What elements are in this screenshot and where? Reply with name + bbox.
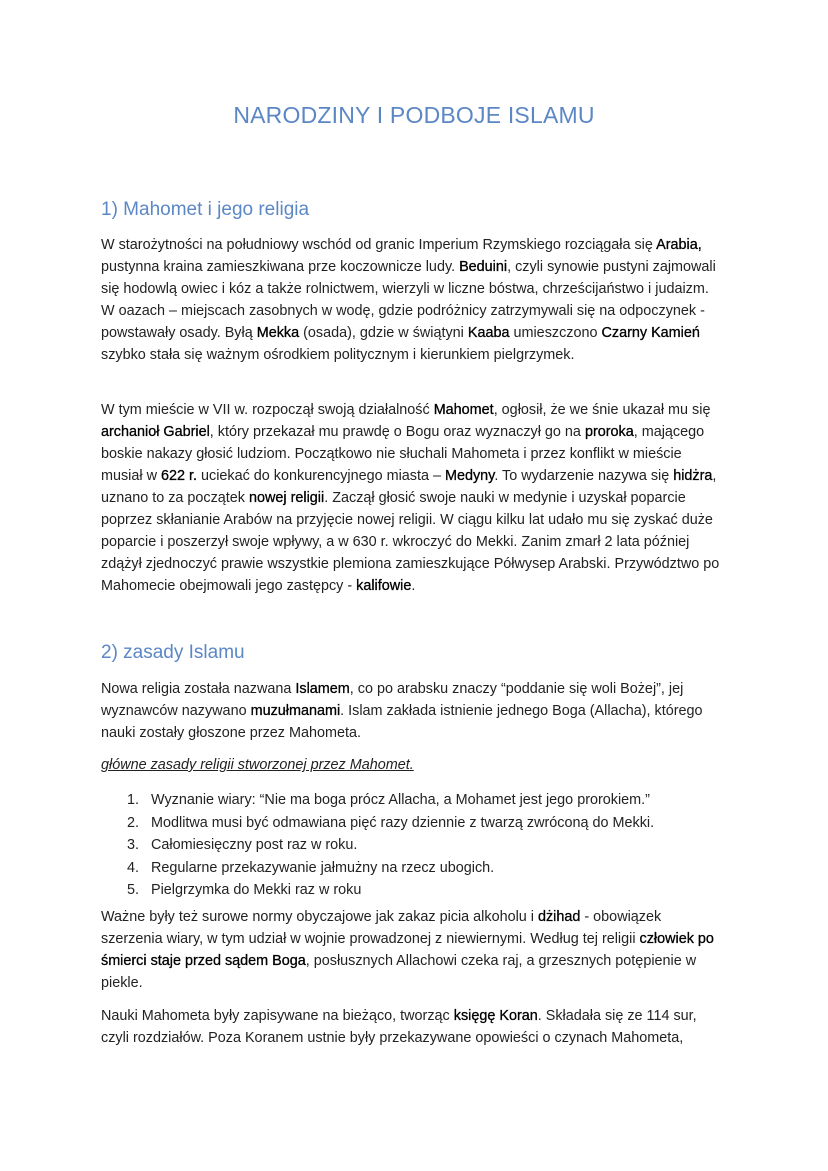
list-item-text: Regularne przekazywanie jałmużny na rzecz ubogich. [151, 859, 495, 876]
paragraph-koran [101, 1005, 726, 1049]
text-run: pustynna kraina zamieszkiwana prze koczownicze ludy. [101, 259, 460, 275]
list-item-text: Wyznanie wiary: “Nie ma boga prócz Allacha, a Mohamet jest jego prorokiem.” [151, 792, 650, 808]
key-term: Beduini [459, 259, 508, 275]
key-term: Mekka [256, 325, 300, 341]
text-run: (osada), gdzie w świątyni [299, 325, 468, 341]
text-run: umieszczono [509, 325, 602, 341]
list-item-text: Pielgrzymka do Mekki raz w roku [151, 882, 362, 898]
text-run: W starożytności na południowy wschód od granic Imperium Rzymskiego rozciągała się [101, 237, 657, 253]
paragraph-norms [101, 906, 726, 994]
text-run: , czyli synowie pustyni zajmowali się hodowlą owiec i kóz a także rolnictwem, wierzyli w liczne bóstwa, chrześcijaństwo i judaizm. W oazach – miejscach zasobnych w wodę, gdzie podróżnicy zatrzymywali się na odpoczynek - powstawały osady. Byłą [101, 259, 716, 341]
paragraph-mahomet [101, 399, 726, 597]
text-run: . To wydarzenie nazywa się [494, 468, 674, 484]
document-title: NARODZINY I PODBOJE ISLAMU [233, 102, 595, 128]
list-item-number: 4. [127, 859, 140, 876]
key-term: muzułmanami [250, 703, 341, 719]
paragraph-islam [101, 678, 726, 744]
list-item [127, 834, 654, 857]
text-run: uciekać do konkurencyjnego miasta – [197, 468, 445, 484]
list-caption: główne zasady religii stworzonej przez Mahomet. [101, 757, 414, 773]
text-run: . Składała się ze 114 sur, czyli rozdziałów. Poza Koranem ustnie były przekazywane opowieści o czynach Mahometa, [101, 1008, 697, 1046]
list-item-number: 1. [127, 792, 140, 808]
list-item-number: 5. [127, 882, 140, 898]
text-run: . [411, 578, 416, 594]
list-item [127, 789, 654, 812]
key-term: Arabia, [656, 237, 702, 253]
key-term: archanioł Gabriel [101, 424, 210, 440]
list-item [127, 812, 654, 835]
key-term: nowej religii [249, 490, 325, 506]
text-run: . Zaczął głosić swoje nauki w medynie i uzyskał poparcie poprzez skłanianie Arabów na przyjęcie nowej religii. W ciągu kilku lat udało mu się zyskać duże poparcie i poszerzył swoje wpływy, a w 630 r. wkroczyć do Mekki. Zanim zmarł 2 lata później zdążył zjednoczyć prawie wszystkie plemiona zamieszkujące Półwysep Arabski. Przywództwo po Mahomecie obejmowali jego zastępcy - [101, 490, 720, 594]
key-term: dżihad [537, 909, 581, 925]
key-term: hidżra [673, 468, 713, 484]
text-run: , ogłosił, że we śnie ukazał mu się [493, 402, 711, 418]
key-term: Mahomet [433, 402, 494, 418]
text-run: , mającego boskie nakazy głosić ludziom. Początkowo nie słuchali Mahometa i przez konflikt w mieście musiał w [101, 424, 705, 484]
list-item-number: 3. [127, 837, 140, 853]
key-term: księgę Koran [453, 1008, 538, 1024]
key-term: kalifowie [356, 578, 412, 594]
text-run: . Islam zakłada istnienie jednego Boga (Allacha), którego nauki zostały głoszone przez Mahometa. [101, 703, 703, 741]
key-term: 622 r. [160, 468, 197, 484]
text-run: Nowa religia została nazwana [101, 681, 296, 697]
key-term: proroka [584, 424, 634, 440]
key-term: Kaaba [467, 325, 510, 341]
key-term: Islamem [295, 681, 350, 697]
key-term: człowiek po śmierci staje przed sądem Boga [101, 931, 714, 969]
list-item-number: 2. [127, 814, 140, 831]
text-run: W tym mieście w VII w. rozpoczął swoją działalność [101, 402, 434, 418]
text-run: , posłusznych Allachowi czeka raj, a grzesznych potępienie w piekle. [101, 953, 697, 991]
text-run: , co po arabsku znaczy “poddanie się woli Bożej”, jej wyznawców nazywano [101, 681, 684, 719]
text-run: Nauki Mahometa były zapisywane na bieżąco, tworząc [101, 1008, 454, 1024]
section-heading-zasady: 2) zasady Islamu [101, 642, 245, 663]
list-item [127, 857, 654, 880]
key-term: Medyny [444, 468, 495, 484]
list-item-text: Modlitwa musi być odmawiana pięć razy dziennie z twarzą zwróconą do Mekki. [151, 814, 655, 831]
text-run: , uznano to za początek [101, 468, 717, 506]
text-run: , który przekazał mu prawdę o Bogu oraz wyznaczył go na [209, 424, 585, 440]
list-item [127, 879, 654, 902]
paragraph-arabia [101, 234, 726, 366]
key-term: Czarny Kamień [601, 325, 700, 341]
text-run: - obowiązek szerzenia wiary, w tym udział w wojnie prowadzonej z niewiernymi. Według tej religii [101, 909, 662, 947]
list-item-text: Całomiesięczny post raz w roku. [151, 837, 358, 853]
text-run: szybko stała się ważnym ośrodkiem politycznym i kierunkiem pielgrzymek. [101, 347, 575, 363]
text-run: Ważne były też surowe normy obyczajowe jak zakaz picia alkoholu i [101, 909, 538, 925]
principles-list [127, 789, 654, 902]
section-heading-mahomet: 1) Mahomet i jego religia [101, 199, 310, 220]
